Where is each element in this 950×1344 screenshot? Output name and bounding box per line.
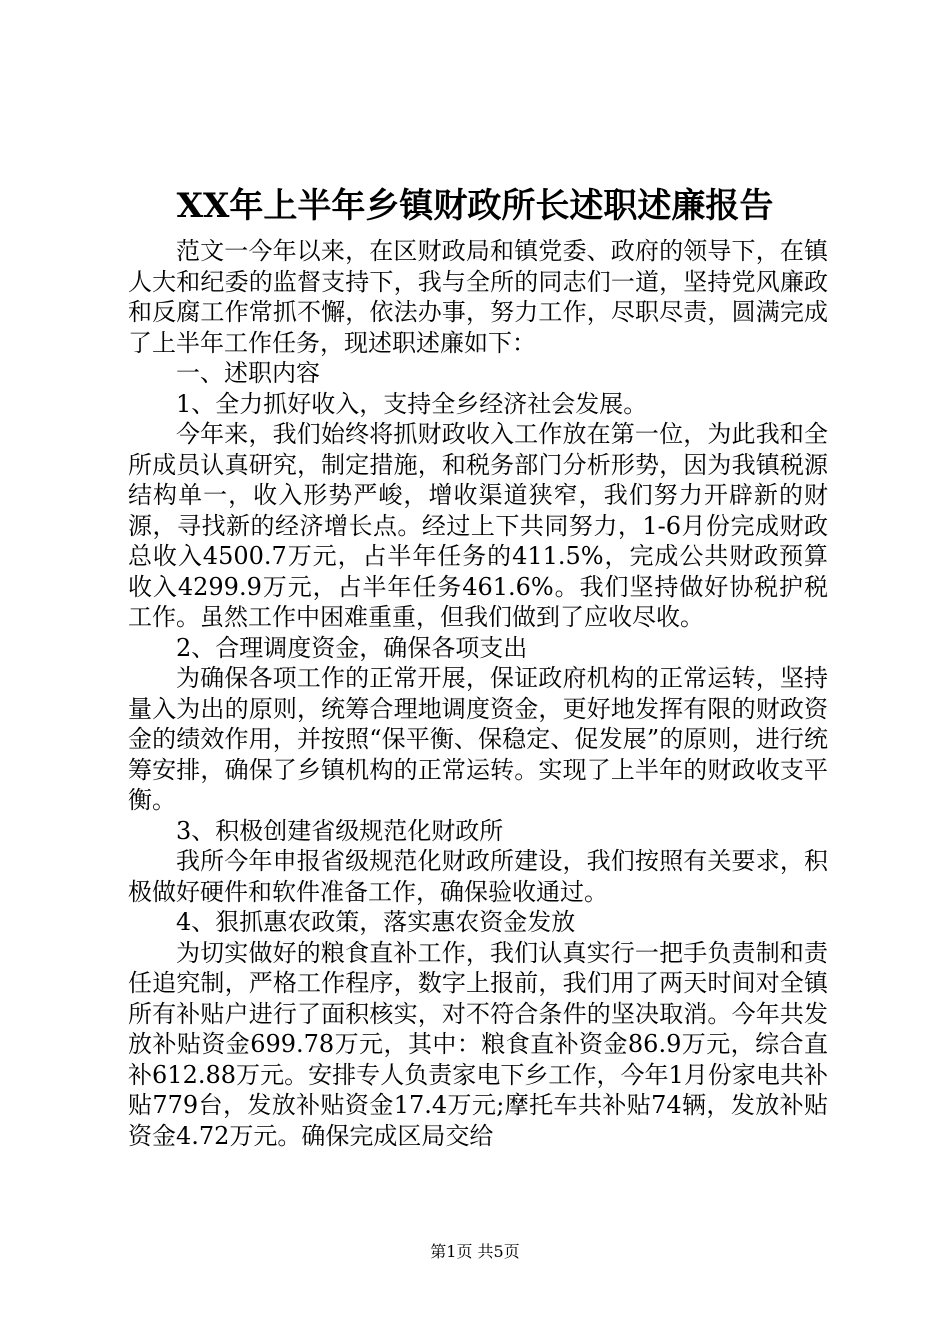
document-title: XX年上半年乡镇财政所长述职述廉报告 — [176, 186, 774, 226]
section-heading-duty: 一、述职内容 — [176, 359, 320, 387]
item-heading-3: 3、积极创建省级规范化财政所 — [176, 816, 504, 845]
paragraph-standardization: 我所今年申报省级规范化财政所建设，我们按照有关要求，积极做好硬件和软件准备工作，确保验收通过。 — [128, 847, 828, 906]
paragraph-subsidies: 为切实做好的粮食直补工作，我们认真实行一把手负责制和责任追究制，严格工作程序，数字上报前，我们用了两天时间对全镇所有补贴户进行了面积核实，对不符合条件的坚决取消。今年共发放补贴资金699.78万元，其中：粮食直补资金86.9万元，综合直补612.88万元。安排专人负责家电下乡工作，今年1月份家电共补贴779台，发放补贴资金17.4万元;摩托车共补贴74辆，发放补贴资金4.72万元。确保完成区局交给 — [128, 938, 828, 1150]
paragraph-revenue: 今年来，我们始终将抓财政收入工作放在第一位，为此我和全所成员认真研究，制定措施，和税务部门分析形势，因为我镇税源结构单一，收入形势严峻，增收渠道狭窄，我们努力开辟新的财源，寻找新的经济增长点。经过上下共同努力，1-6月份完成财政总收入4500.7万元，占半年任务的411.5%，完成公共财政预算收入4299.9万元，占半年任务461.6%。我们坚持做好协税护税工作。虽然工作中困难重重，但我们做到了应收尽收。 — [128, 420, 828, 631]
document-body — [128, 236, 828, 1151]
paragraph-funds: 为确保各项工作的正常开展，保证政府机构的正常运转，坚持量入为出的原则，统筹合理地调度资金，更好地发挥有限的财政资金的绩效作用，并按照“保平衡、保稳定、促发展”的原则，进行统筹安排，确保了乡镇机构的正常运转。实现了上半年的财政收支平衡。 — [128, 664, 828, 814]
item-heading-4: 4、狠抓惠农政策，落实惠农资金发放 — [176, 908, 576, 936]
item-heading-2: 2、合理调度资金，确保各项支出 — [176, 633, 528, 662]
page-number: 第1页 共5页 — [430, 1242, 520, 1261]
item-heading-1: 1、全力抓好收入，支持全乡经济社会发展。 — [176, 389, 648, 418]
paragraph-intro: 范文一今年以来，在区财政局和镇党委、政府的领导下，在镇人大和纪委的监督支持下，我与全所的同志们一道，坚持党风廉政和反腐工作常抓不懈，依法办事，努力工作，尽职尽责，圆满完成了上半年工作任务，现述职述廉如下： — [128, 237, 828, 357]
